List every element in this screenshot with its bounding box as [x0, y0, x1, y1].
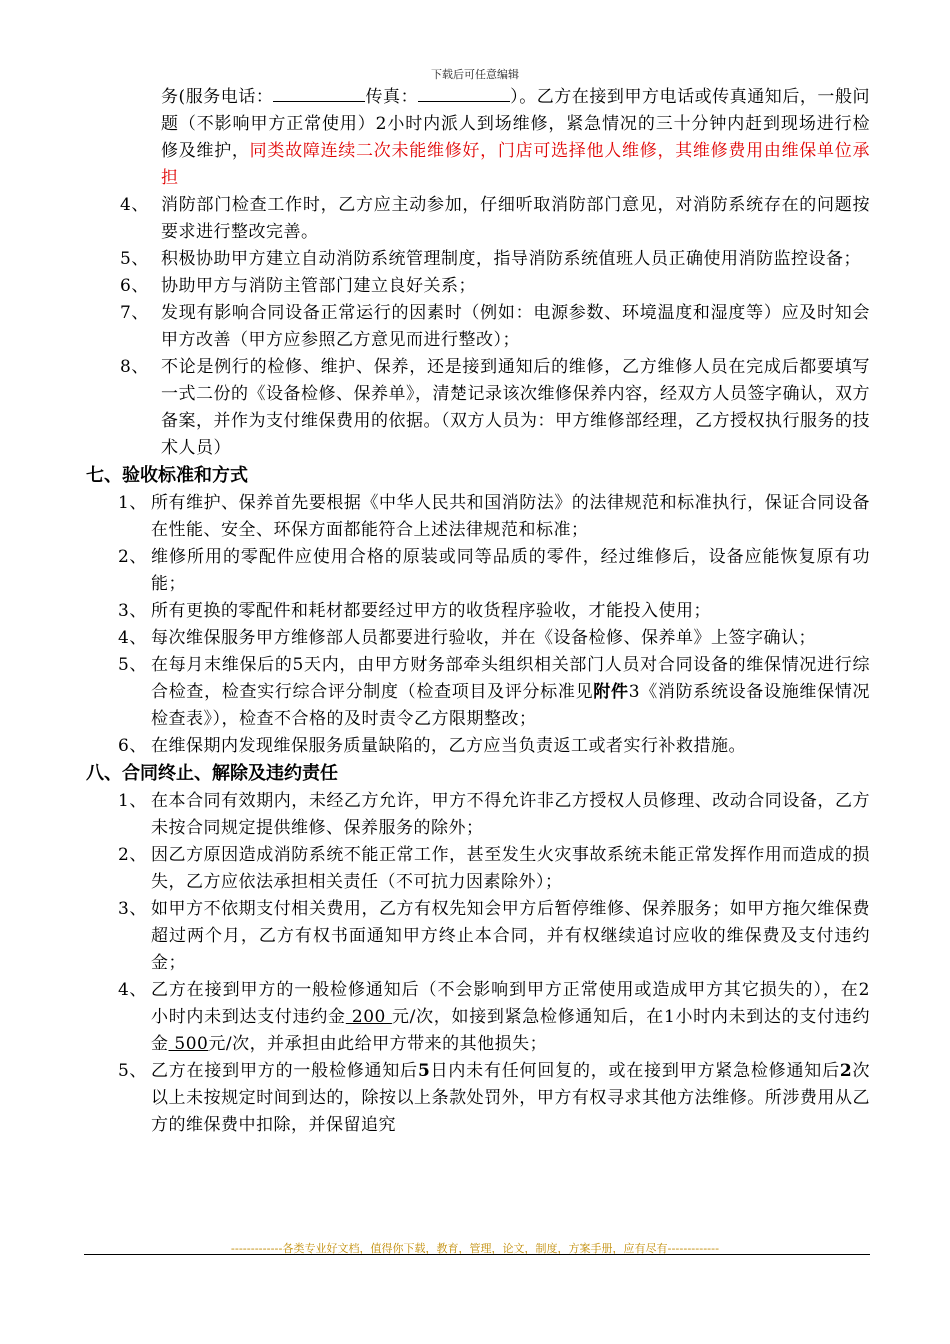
item-text: 消防部门检查工作时，乙方应主动参加，仔细听取消防部门意见，对消防系统存在的问题按要求进行整改完善。 [161, 195, 870, 242]
item-text: 元/次，如接到紧急检修通知后，在1小时内未到达的支付违约金 [151, 1007, 871, 1054]
list-item [84, 273, 874, 300]
item-number: 6、 [120, 276, 149, 296]
service-phone-label: 务(服务电话： [161, 87, 274, 107]
item-number: 5、 [120, 249, 149, 269]
item-text: 乙方在接到甲方的一般检修通知后（不会影响到甲方正常使用或造成甲方其它损失的），在2小时内未到达支付违约金 [151, 980, 870, 1027]
item-text: 积极协助甲方建立自动消防系统管理制度，指导消防系统值班人员正确使用消防监控设备； [161, 249, 861, 269]
list-item [84, 354, 874, 462]
fax-blank [418, 86, 510, 102]
item-text: 所有维护、保养首先要根据《中华人民共和国消防法》的法律规范和标准执行，保证合同设备在性能、安全、环保方面都能符合上述法律规范和标准； [151, 493, 870, 540]
penalty-amount-urgent: 500 [168, 1034, 209, 1054]
list-item [84, 842, 874, 896]
item-number: 2、 [118, 845, 147, 865]
item-text: 乙方在接到甲方的一般检修通知后 [151, 1061, 418, 1081]
item-text: 元/次，并承担由此给甲方带来的其他损失； [208, 1034, 548, 1054]
attachment-label: 附件 [593, 682, 629, 702]
list-item [84, 300, 874, 354]
item-number: 4、 [118, 628, 147, 648]
item-number: 8、 [120, 357, 149, 377]
item-text: 日内未有任何回复的，或在接到甲方紧急检修通知后 [430, 1061, 840, 1081]
item-number: 2、 [118, 547, 147, 567]
footer-banner: -------------各类专业好文档，值得你下载，教育，管理，论文，制度，方案手册，应有尽有------------- [230, 1242, 720, 1255]
document-body [84, 84, 874, 1139]
list-item [84, 544, 874, 598]
times-value: 2 [839, 1061, 853, 1081]
item-number: 4、 [118, 980, 147, 1000]
item-number: 1、 [118, 791, 147, 811]
item-number: 3、 [118, 899, 147, 919]
response-time-text: ）。乙方在接到甲方电话或传真通知后，一般问题（不影响甲方正常使用）2小时内派人到场维修，紧急情况的三十分钟内赶到现场进行检修及维护， [161, 87, 871, 161]
section-heading-acceptance: 七、验收标准和方式 [86, 465, 248, 486]
item-text: 在本合同有效期内，未经乙方允许，甲方不得允许非乙方授权人员修理、改动合同设备，乙方未按合同规定提供维修、保养服务的除外； [151, 791, 870, 838]
item-text: 维修所用的零配件应使用合格的原装或同等品质的零件，经过维修后，设备应能恢复原有功能； [151, 547, 870, 594]
list-item [84, 896, 874, 977]
item-text: 不论是例行的检修、维护、保养，还是接到通知后的维修，乙方维修人员在完成后都要填写一式二份的《设备检修、保养单》，清楚记录该次维修保养内容，经双方人员签字确认，双方备案，并作为支付维保费用的依据。（双方人员为：甲方维修部经理，乙方授权执行服务的技术人员） [161, 357, 870, 458]
repeat-failure-clause: 同类故障连续二次未能维修好，门店可选择他人维修，其维修费用由维保单位承担 [161, 141, 871, 188]
item-text: 协助甲方与消防主管部门建立良好关系； [161, 276, 476, 296]
list-item [84, 652, 874, 733]
list-item [84, 977, 874, 1058]
days-value: 5 [417, 1061, 431, 1081]
header-note: 下载后可任意编辑 [431, 68, 519, 81]
item-number: 6、 [118, 736, 147, 756]
list-item [84, 788, 874, 842]
item-number: 4、 [120, 195, 149, 215]
item-text: 发现有影响合同设备正常运行的因素时（例如：电源参数、环境温度和湿度等）应及时知会甲方改善（甲方应参照乙方意见而进行整改）； [161, 303, 870, 350]
service-clause-continuation [84, 84, 874, 192]
phone-blank [273, 86, 365, 102]
item-number: 5、 [118, 655, 147, 675]
item-number: 3、 [118, 601, 147, 621]
list-item [84, 733, 874, 760]
item-number: 7、 [120, 303, 149, 323]
list-item [84, 246, 874, 273]
list-item [84, 598, 874, 625]
list-item [84, 490, 874, 544]
section-heading-termination: 八、合同终止、解除及违约责任 [86, 763, 338, 784]
penalty-amount-normal: 200 [345, 1007, 392, 1027]
item-text: 所有更换的零配件和耗材都要经过甲方的收货程序验收，才能投入使用； [151, 601, 711, 621]
fax-label: 传真： [365, 87, 419, 107]
item-text: 在维保期内发现维保服务质量缺陷的，乙方应当负责返工或者实行补救措施。 [151, 736, 746, 756]
item-text: 在每月末维保后的5天内，由甲方财务部牵头组织相关部门人员对合同设备的维保情况进行综合检查，检查实行综合评分制度（检查项目及评分标准见 [151, 655, 870, 702]
item-number: 5、 [118, 1061, 147, 1081]
item-text: 因乙方原因造成消防系统不能正常工作，甚至发生火灾事故系统未能正常发挥作用而造成的损失，乙方应依法承担相关责任（不可抗力因素除外）； [151, 845, 870, 892]
list-item [84, 192, 874, 246]
item-text: 次以上未按规定时间到达的，除按以上条款处罚外，甲方有权寻求其他方法维修。所涉费用从乙方的维保费中扣除，并保留追究 [151, 1061, 871, 1135]
item-number: 1、 [118, 493, 147, 513]
item-text: 3《消防系统设备设施维保情况检查表》），检查不合格的及时责令乙方限期整改； [151, 682, 870, 729]
list-item [84, 1058, 874, 1139]
footer-divider [84, 1254, 870, 1255]
list-item [84, 625, 874, 652]
item-text: 每次维保服务甲方维修部人员都要进行验收，并在《设备检修、保养单》上签字确认； [151, 628, 816, 648]
item-text: 如甲方不依期支付相关费用，乙方有权先知会甲方后暂停维修、保养服务；如甲方拖欠维保费超过两个月，乙方有权书面通知甲方终止本合同，并有权继续追讨应收的维保费及支付违约金； [151, 899, 870, 973]
